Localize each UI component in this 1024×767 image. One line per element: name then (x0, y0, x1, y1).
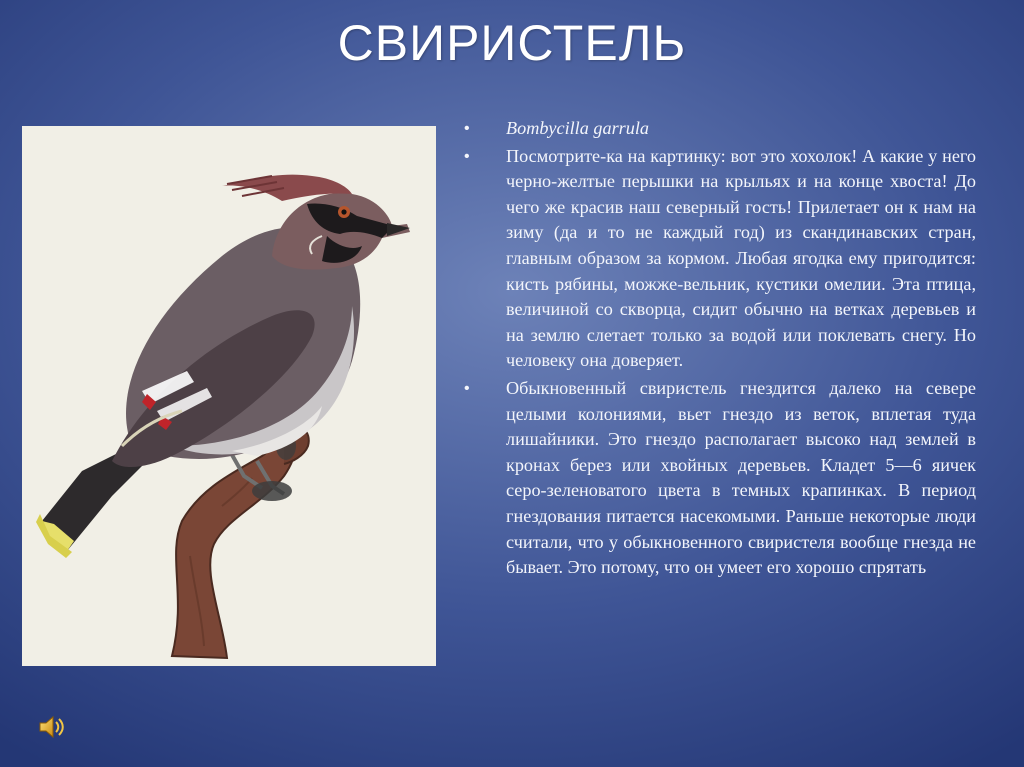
bird-illustration (22, 126, 436, 666)
list-item (462, 376, 976, 581)
slide-title: СВИРИСТЕЛЬ (337, 15, 687, 71)
bullet-marker: • (464, 147, 470, 165)
list-item (462, 144, 976, 374)
latin-name: Bombycilla garrula (506, 118, 649, 138)
description-paragraph: Посмотрите-ка на картинку: вот это хохолок! А какие у него черно-желтые перышки на крыльях и на конце хвоста! До чего же красив наш северный гость! Прилетает он к нам на зиму (да и то не каждый год) из скандинавских стран, главным образом за кормом. Любая ягодка ему пригодится: кисть рябины, можже-вельник, кустики омелии. Эта птица, величиной со скворца, сидит обычно на ветках деревьев и на землю слетает только за водой или поклевать снегу. Но человеку она доверяет. (506, 145, 976, 371)
speaker-icon[interactable] (36, 712, 66, 742)
bird-tail-drawing (36, 451, 147, 558)
bullet-marker: • (464, 120, 470, 137)
list-item (462, 116, 976, 142)
nesting-paragraph: Обыкновенный свиристель гнездится далеко на севере целыми колониями, вьет гнездо из веток, вплетая туда лишайники. Это гнездо располагает высоко над землей в кронах берез или хвойных деревьев. Кладет 5—6 яичек серо-зеленоватого цвета в темных крапинках. В период гнездования питается насекомыми. Раньше некоторые люди считали, что у обыкновенного свиристеля вообще гнезда не бывает. Это потому, что он умеет его хорошо спрятать (506, 377, 976, 578)
bullet-list (462, 116, 976, 581)
bullet-marker: • (464, 379, 470, 397)
text-content (462, 116, 976, 583)
